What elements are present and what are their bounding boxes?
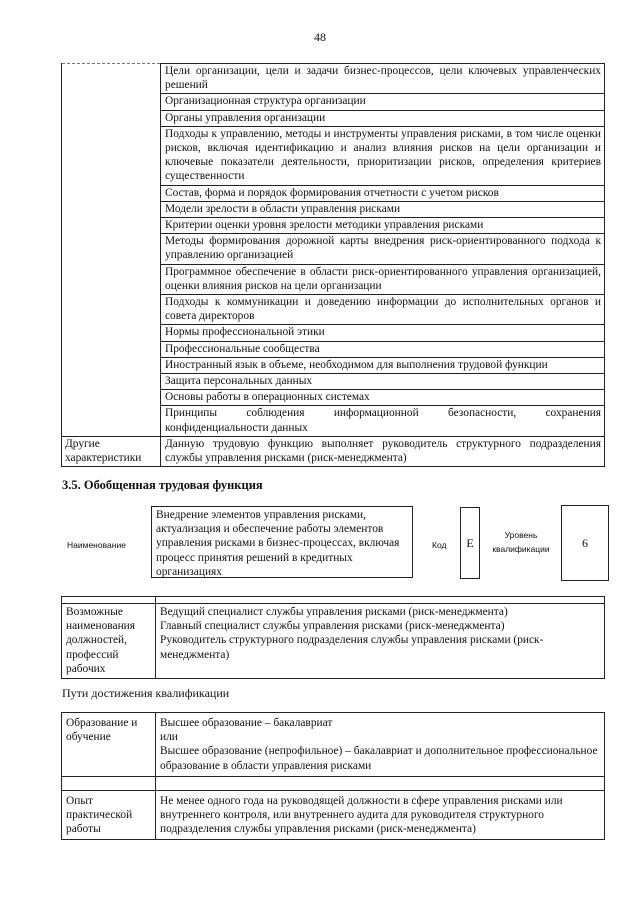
experience-label: Опыт практической работы [62, 790, 156, 840]
knowledge-item: Методы формирования дорожной карты внедрения риск-ориентированного подхода к управлению организацией [161, 234, 605, 264]
position-item: Руководитель структурного подразделения службы управления рисками (риск-менеджмента) [160, 634, 544, 661]
knowledge-item: Нормы профессиональной этики [161, 325, 605, 341]
section-heading: 3.5. Обобщенная трудовая функция [62, 478, 263, 492]
knowledge-item: Организационная структура организации [161, 94, 605, 110]
knowledge-item: Критерии оценки уровня зрелости методики управления рисками [161, 218, 605, 234]
code-value-box: E [460, 507, 480, 579]
experience-text: Не менее одного года на руководящей должности в сфере управления рисками или внутреннего контроля, или внутреннего аудита для руководителя структурного подразделения службы управления рисками (риск-менеджмента) [156, 790, 605, 840]
position-item: Главный специалист службы управления рисками (риск-менеджмента) [160, 620, 505, 633]
knowledge-item: Программное обеспечение в области риск-ориентированного управления организацией, оценки влияния рисков на цели организации [161, 264, 605, 294]
education-row [62, 713, 605, 777]
knowledge-item: Защита персональных данных [161, 374, 605, 390]
positions-row [62, 604, 605, 679]
knowledge-row [62, 64, 605, 94]
knowledge-item: Профессиональные сообщества [161, 341, 605, 357]
knowledge-item: Органы управления организации [161, 110, 605, 126]
other-characteristics-row [62, 436, 605, 466]
knowledge-item: Подходы к коммуникации и доведению информации до исполнительных органов и совета директоров [161, 295, 605, 325]
qualification-level-label: Уровень квалификации [492, 530, 550, 554]
paths-heading: Пути достижения квалификации [62, 686, 230, 700]
knowledge-table [61, 63, 605, 467]
function-name-row [62, 505, 607, 583]
knowledge-label-cell [62, 64, 161, 437]
knowledge-item: Основы работы в операционных системах [161, 390, 605, 406]
education-line: или [160, 731, 178, 744]
other-characteristics-text: Данную трудовую функцию выполняет руководитель структурного подразделения службы управления рисками (риск-менеджмента) [161, 436, 605, 466]
knowledge-item: Состав, форма и порядок формирования отчетности с учетом рисков [161, 185, 605, 201]
positions-list [156, 604, 605, 679]
experience-row [62, 790, 605, 840]
knowledge-item: Модели зрелости в области управления рисками [161, 201, 605, 217]
function-name-box: Внедрение элементов управления рисками, актуализация и обеспечение работы элементов управления рисками в бизнес-процессах, включая процесс принятия решений в кредитных организациях [151, 506, 413, 578]
knowledge-item: Цели организации, цели и задачи бизнес-процессов, цели ключевых управленческих решений [161, 64, 605, 94]
qualification-table [61, 712, 605, 840]
other-characteristics-label: Другие характеристики [62, 436, 161, 466]
position-item: Ведущий специалист службы управления рисками (риск-менеджмента) [160, 606, 508, 618]
knowledge-item: Иностранный язык в объеме, необходимом для выполнения трудовой функции [161, 357, 605, 373]
positions-table [61, 596, 605, 679]
name-label: Наименование [67, 540, 126, 550]
education-text [156, 713, 605, 777]
education-line: Высшее образование – бакалавриат [160, 717, 333, 729]
page-number: 48 [314, 30, 326, 44]
knowledge-item: Подходы к управлению, методы и инструменты управления рисками, в том числе оценки рисков, включая идентификацию и анализ влияния рисков на цели организации и ключевые показатели деятельности, приоритизации рисков, определения критериев существенности [161, 126, 605, 185]
code-label: Код [432, 540, 447, 550]
positions-label: Возможные наименования должностей, профессий рабочих [62, 604, 156, 679]
education-line: Высшее образование (непрофильное) – бакалавриат и дополнительное профессиональное образование в области управления рисками [160, 745, 598, 772]
qualification-level-box: 6 [561, 505, 609, 581]
knowledge-item: Принципы соблюдения информационной безопасности, сохранения конфиденциальности данных [161, 406, 605, 436]
education-label: Образование и обучение [62, 713, 156, 777]
